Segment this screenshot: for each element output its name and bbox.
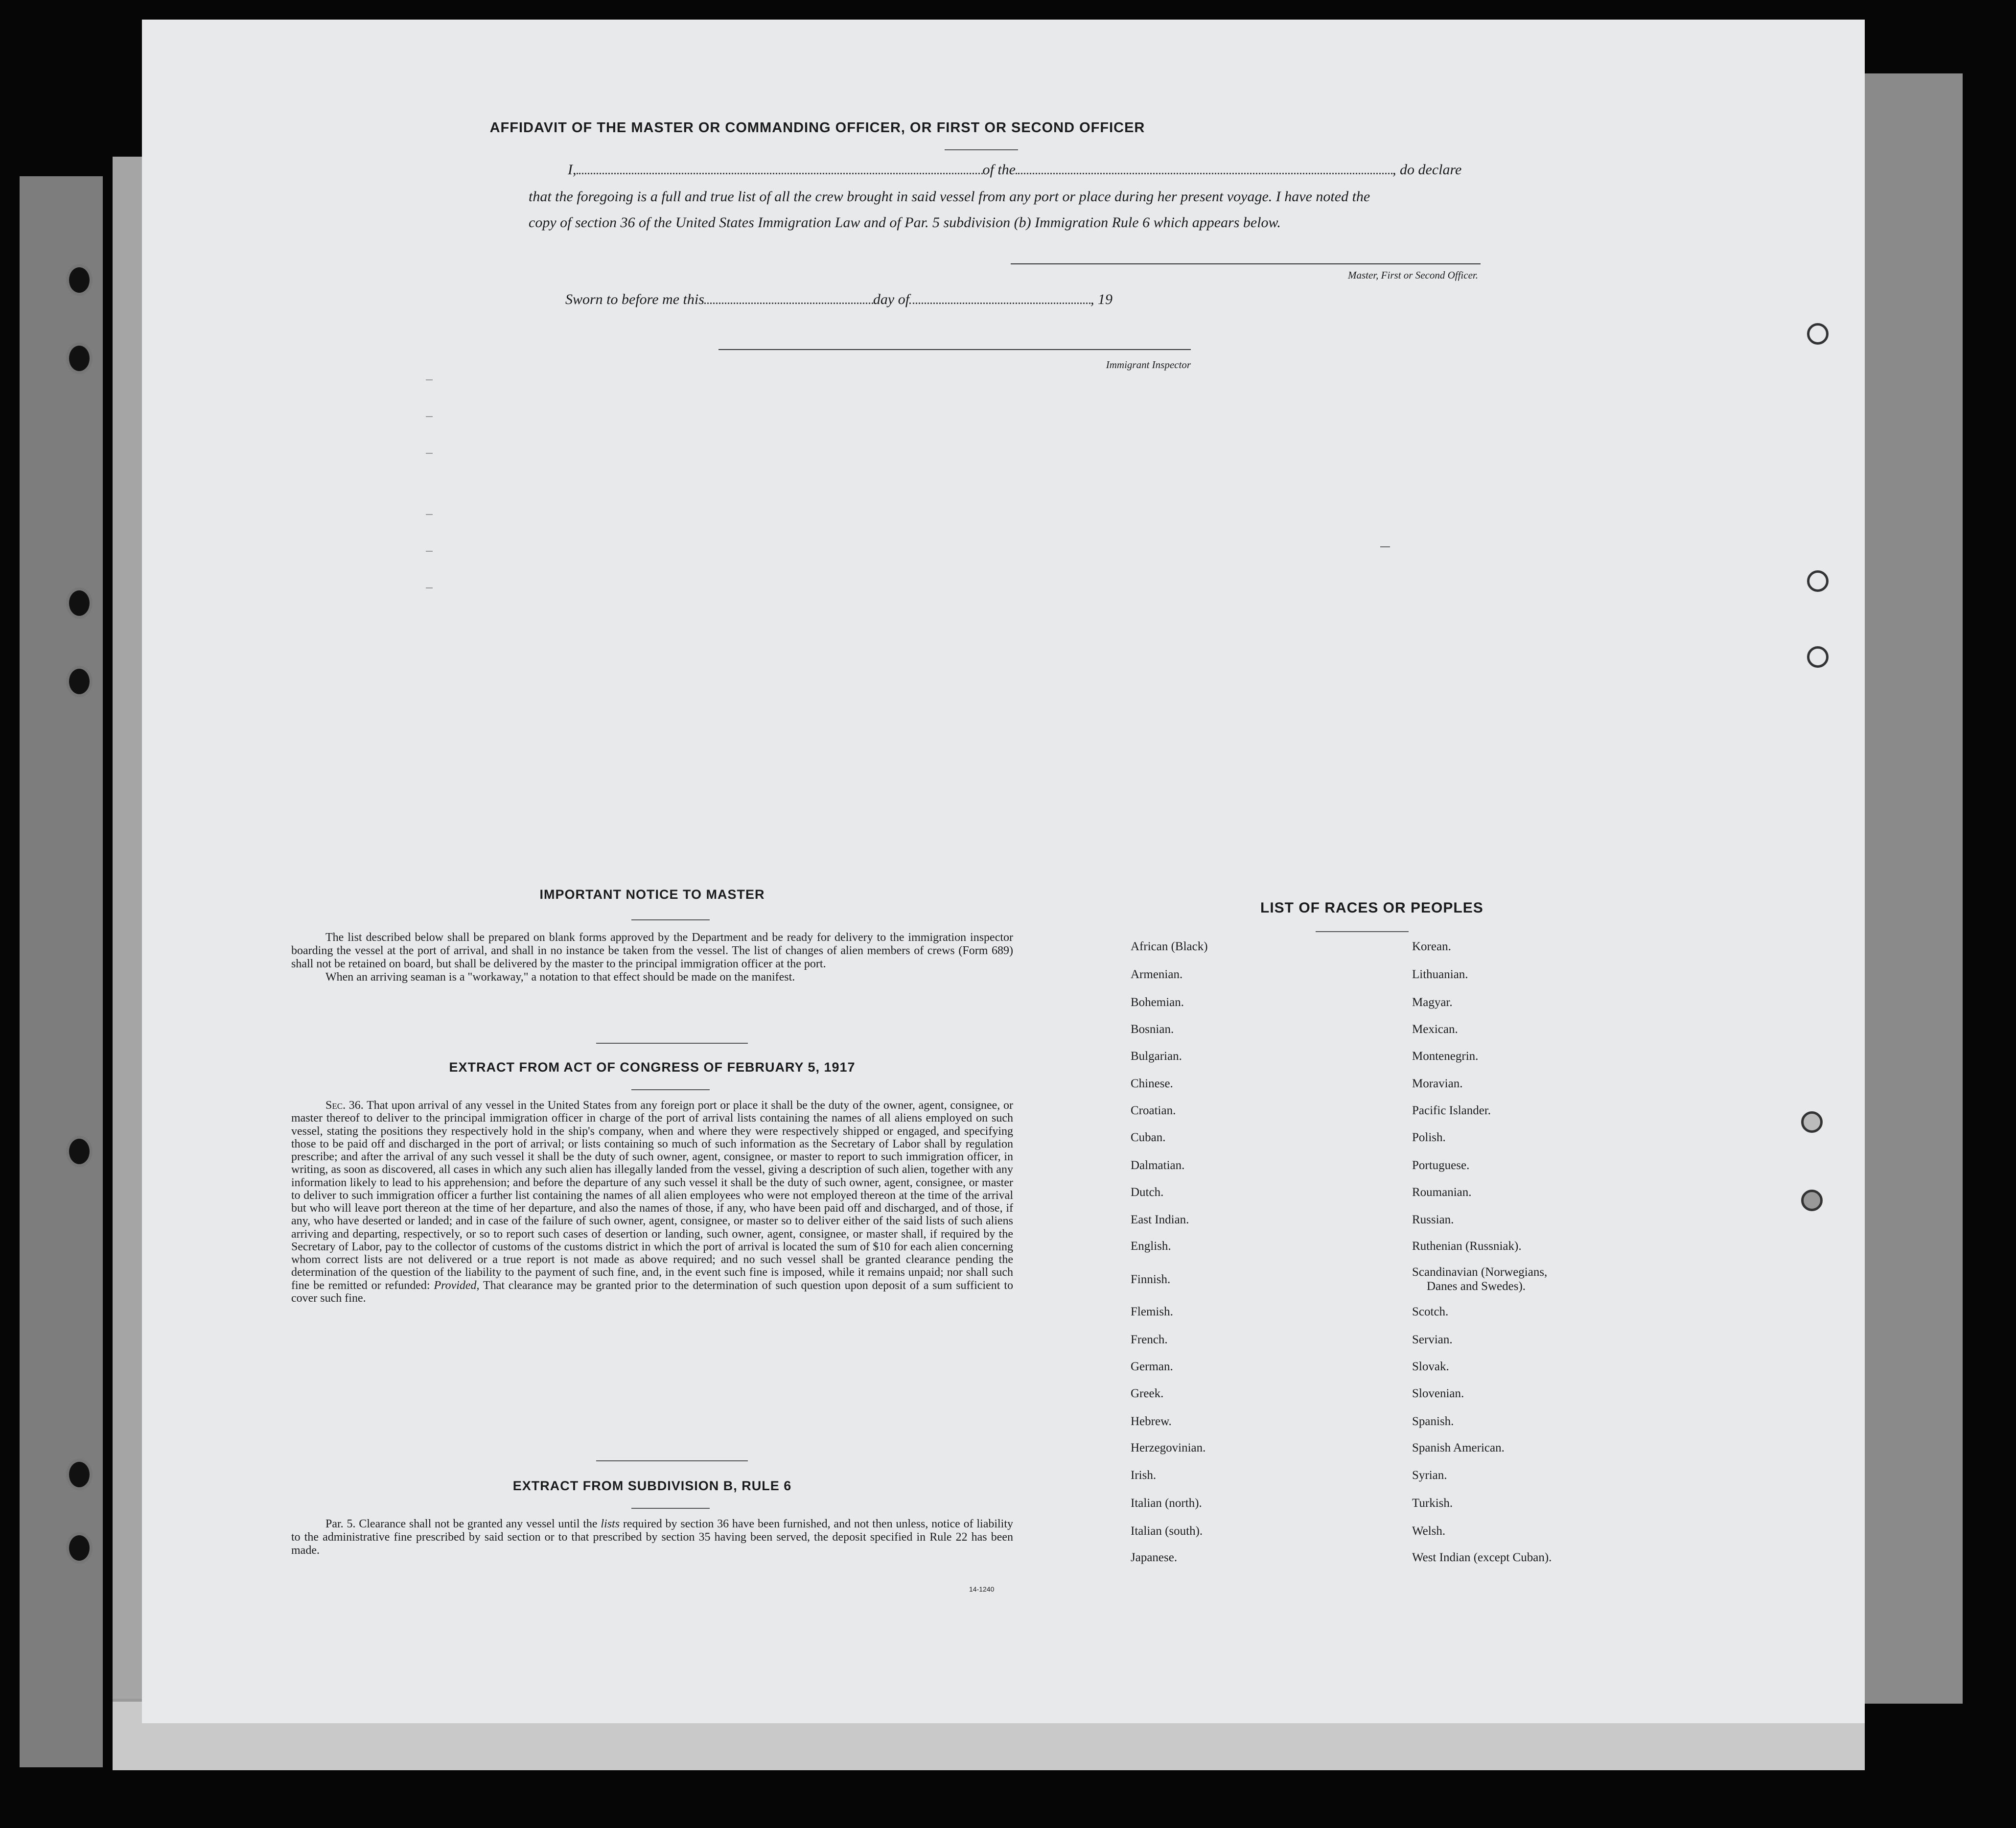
extract-rule-body [291,1518,1013,1557]
notice-title: IMPORTANT NOTICE TO MASTER [539,887,765,902]
affidavit-line1 [568,162,1622,178]
punch-hole [1801,1111,1823,1133]
race-left: Armenian. [1131,968,1183,981]
section-divider [596,1043,748,1044]
sec-label: Sec. 36. [325,1099,364,1112]
races-divider [1316,931,1409,932]
margin-mark [1380,546,1390,547]
extract-act-divider [631,1089,710,1090]
race-left: Chinese. [1131,1077,1173,1090]
race-left: Bohemian. [1131,996,1184,1009]
sec-body: That upon arrival of any vessel in the United States from any foreign port or place it shall be the duty of the owner, agent, consignee, or master thereof to deliver to the principal immigration officer in charge of the port of arrival lists containing the names of all aliens employed on such vessel, stating the positions they respectively hold in the ship's company, when and where they were respectively shipped or engaged, and specifying those to be paid off and discharged in the port of arrival; or lists containing so much of such information as the Secretary of Labor shall by regulation prescribe; and after the arrival of any such vessel it shall be the duty of such owner, agent, consignee, or master to report to such immigration officer, in writing, as soon as discovered, all cases in which any such alien has illegally landed from the vessel, giving a description of such alien, together with any information likely to lead to his apprehension; and before the departure of any such vessel it shall be the duty of such owner, agent, consignee, or master to deliver to such immigration officer a further list containing the names of all alien employees who were not employed thereon at the time of the arrival but who will leave port thereon at the time of her departure, and also the names of those, if any, who have been paid off and discharged, and of those, if any, who have deserted or landed; and in case of the failure of such owner, agent, consignee, or master so to deliver either of the said lists of such aliens arriving and departing, respectively, or so to report such cases of desertion or landing, such owner, agent, consignee, or master shall, if required by the Secretary of Labor, pay to the collector of customs of the customs district in which the port of arrival is located the sum of $10 for each alien concerning whom correct lists are not delivered or a true report is not made as above required; and no such vessel shall be granted clearance pending the determination of the question of the liability to the payment of such fine, and, in the event such fine is imposed, while it remains unpaid; nor shall such fine be remitted or refunded: [291,1099,1013,1292]
margin-mark [426,551,433,552]
race-right: Syrian. [1412,1469,1447,1482]
race-left: Italian (north). [1131,1497,1202,1510]
race-left: Dalmatian. [1131,1159,1185,1172]
race-right: Spanish American. [1412,1441,1505,1454]
provided-word: Provided, [434,1279,480,1292]
race-right: Moravian. [1412,1077,1463,1090]
affidavit-i: I, [568,162,577,178]
race-left: Herzegovinian. [1131,1441,1206,1454]
race-left: Japanese. [1131,1551,1178,1564]
race-right: Welsh. [1412,1524,1446,1538]
race-right: Lithuanian. [1412,968,1468,981]
race-left: Croatian. [1131,1104,1176,1117]
affidavit-declare: , do declare [1392,162,1462,178]
sworn-month-blank[interactable] [909,303,1090,304]
lists-word: lists [601,1518,620,1530]
extract-rule-title: EXTRACT FROM SUBDIVISION B, RULE 6 [512,1478,792,1493]
binder-hole [66,1459,93,1490]
race-right: Ruthenian (Russniak). [1412,1240,1522,1253]
margin-mark [426,416,433,417]
race-right: Scotch. [1412,1305,1449,1318]
race-right: Montenegrin. [1412,1050,1479,1063]
vessel-blank[interactable] [1016,173,1392,174]
sworn-year: , 19 [1090,291,1113,307]
race-right: Scandinavian (Norwegians, [1412,1266,1548,1279]
race-right: Korean. [1412,940,1451,953]
races-title: LIST OF RACES OR PEOPLES [1260,900,1483,916]
race-left: Cuban. [1131,1131,1166,1144]
race-left: Hebrew. [1131,1415,1172,1428]
sworn-line [565,291,1112,308]
race-right: Polish. [1412,1131,1446,1144]
signature-line[interactable] [1011,263,1481,264]
section-divider-2 [596,1460,748,1461]
sec-body-end: That clearance may be granted prior to the determination of such question upon deposit of a sum sufficient to cover such fine. [291,1279,1013,1305]
punch-hole [1801,1190,1823,1211]
race-right: Mexican. [1412,1023,1458,1036]
race-left: Bulgarian. [1131,1050,1182,1063]
race-right: West Indian (except Cuban). [1412,1551,1552,1564]
notice-body [291,931,1013,984]
form-page [142,20,1865,1723]
race-left: Finnish. [1131,1273,1171,1286]
affidavit-of-the: of the [982,162,1016,178]
race-left: Irish. [1131,1469,1157,1482]
race-left: German. [1131,1360,1173,1373]
race-left: African (Black) [1131,940,1208,953]
rule-body-b: required by section 36 have been furnished, and not then unless, notice of liability to the administrative fine prescribed by said section or to that prescribed by section 35 having been served, the deposit specified in Rule 22 has been made. [291,1518,1014,1557]
name-blank[interactable] [577,173,983,174]
binder-hole [66,1136,93,1167]
notice-para1: The list described below shall be prepared on blank forms approved by the Department and be ready for delivery to the immigration inspector boarding the vessel at the port of arrival, and shall in no instance be taken from the vessel. The list of changes of alien members of crews (Form 689) shall not be retained on board, but shall be delivered by the master to the principal immigration officer at the port. [291,931,1013,970]
punch-hole [1807,646,1829,668]
affidavit-line3: copy of section 36 of the United States Immigration Law and of Par. 5 subdivision (b) Immigration Rule 6 which appears below. [529,214,1281,231]
race-left: Greek. [1131,1387,1164,1400]
margin-mark [426,514,433,515]
race-left: Dutch. [1131,1186,1164,1199]
binder-right-edge [1865,73,1963,1704]
binder-inner-left [113,157,142,1723]
extract-act-body [291,1099,1013,1305]
punch-hole [1807,570,1829,592]
race-right: Spanish. [1412,1415,1454,1428]
race-right: Turkish. [1412,1497,1453,1510]
race-right: Servian. [1412,1333,1453,1346]
punch-hole [1807,323,1829,345]
race-left: Flemish. [1131,1305,1173,1318]
title-divider [945,149,1018,150]
inspector-line[interactable] [718,349,1191,350]
inspector-label: Immigrant Inspector [1106,359,1191,371]
affidavit-title: AFFIDAVIT OF THE MASTER OR COMMANDING OFFICER, OR FIRST OR SECOND OFFICER [489,120,1145,136]
race-right: Roumanian. [1412,1186,1472,1199]
signature-label: Master, First or Second Officer. [1348,269,1478,281]
extract-act-title: EXTRACT FROM ACT OF CONGRESS OF FEBRUARY 5, 1917 [449,1060,856,1075]
race-left: English. [1131,1240,1171,1253]
sworn-day-of: day of [873,291,910,307]
notice-divider [631,919,710,920]
affidavit-line2: that the foregoing is a full and true list of all the crew brought in said vessel from any port or place during her present voyage. I have noted the [529,188,1370,205]
notice-para2: When an arriving seaman is a "workaway," a notation to that effect should be made on the manifest. [325,970,795,984]
binder-left-edge [20,176,103,1767]
binder-hole [66,666,93,697]
race-right: Slovenian. [1412,1387,1464,1400]
binder-hole [66,1532,93,1564]
race-left: Italian (south). [1131,1524,1203,1538]
margin-mark [426,453,433,454]
race-right: Magyar. [1412,996,1453,1009]
rule-body-a: Par. 5. Clearance shall not be granted any vessel until the [325,1518,598,1530]
sworn-day-blank[interactable] [704,303,873,304]
race-right: Russian. [1412,1213,1454,1226]
race-left: Bosnian. [1131,1023,1174,1036]
binder-hole [66,587,93,619]
race-right: Portuguese. [1412,1159,1470,1172]
binder-hole [66,264,93,296]
margin-mark [426,379,433,380]
race-left: East Indian. [1131,1213,1189,1226]
sworn-prefix: Sworn to before me this [565,291,704,307]
form-number: 14-1240 [969,1585,995,1593]
race-right: Danes and Swedes). [1427,1280,1526,1293]
race-right: Slovak. [1412,1360,1449,1373]
race-right: Pacific Islander. [1412,1104,1491,1117]
race-left: French. [1131,1333,1168,1346]
margin-mark [426,587,433,588]
binder-hole [66,343,93,374]
extract-rule-divider [631,1508,710,1509]
